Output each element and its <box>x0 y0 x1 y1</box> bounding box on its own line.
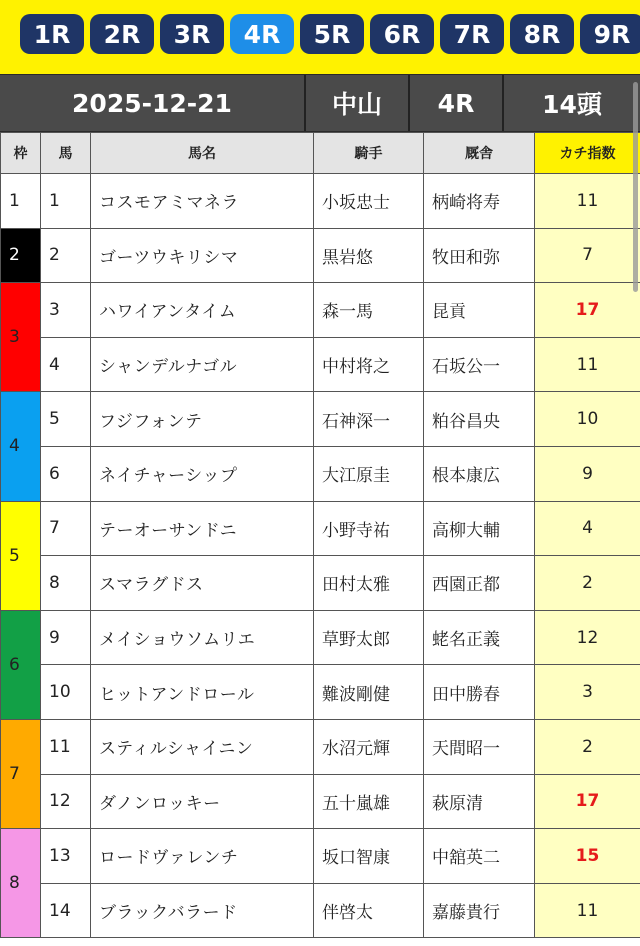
header-waku: 枠 <box>1 133 41 174</box>
horse-name-cell: ダノンロッキー <box>91 774 314 829</box>
horse-number-cell: 7 <box>41 501 91 556</box>
race-tab-8[interactable]: 8R <box>510 14 574 54</box>
race-tab-4[interactable]: 4R <box>230 14 294 54</box>
trainer-cell: 牧田和弥 <box>424 228 535 283</box>
race-tab-1[interactable]: 1R <box>20 14 84 54</box>
trainer-cell: 粕谷昌央 <box>424 392 535 447</box>
horse-name-cell: ヒットアンドロール <box>91 665 314 720</box>
trainer-cell: 根本康広 <box>424 446 535 501</box>
kachi-index-cell: 2 <box>535 556 640 611</box>
horse-number-cell: 13 <box>41 829 91 884</box>
table-row <box>1 392 640 447</box>
table-row <box>1 337 640 392</box>
trainer-cell: 西園正都 <box>424 556 535 611</box>
trainer-cell: 嘉藤貴行 <box>424 883 535 938</box>
jockey-cell: 森一馬 <box>314 283 424 338</box>
jockey-cell: 坂口智康 <box>314 829 424 884</box>
table-row <box>1 665 640 720</box>
frame-number-cell: 2 <box>1 228 41 283</box>
table-header-row <box>1 133 640 174</box>
table-row <box>1 719 640 774</box>
jockey-cell: 水沼元輝 <box>314 719 424 774</box>
race-tab-5[interactable]: 5R <box>300 14 364 54</box>
table-row <box>1 883 640 938</box>
table-row <box>1 829 640 884</box>
horse-number-cell: 1 <box>41 174 91 229</box>
kachi-index-cell: 11 <box>535 174 640 229</box>
header-horse: 馬名 <box>91 133 314 174</box>
horse-name-cell: ハワイアンタイム <box>91 283 314 338</box>
race-field-size: 14頭 <box>542 90 602 119</box>
entries-table <box>0 132 640 938</box>
table-row <box>1 501 640 556</box>
table-row <box>1 283 640 338</box>
horse-number-cell: 6 <box>41 446 91 501</box>
horse-number-cell: 3 <box>41 283 91 338</box>
kachi-index-cell: 4 <box>535 501 640 556</box>
horse-name-cell: フジフォンテ <box>91 392 314 447</box>
horse-number-cell: 10 <box>41 665 91 720</box>
header-score: カチ指数 <box>535 133 640 174</box>
horse-name-cell: コスモアミマネラ <box>91 174 314 229</box>
frame-number-cell: 5 <box>1 501 41 610</box>
race-tab-bar <box>0 0 640 74</box>
race-tab-3[interactable]: 3R <box>160 14 224 54</box>
horse-name-cell: ネイチャーシップ <box>91 446 314 501</box>
jockey-cell: 黒岩悠 <box>314 228 424 283</box>
kachi-index-cell: 15 <box>535 829 640 884</box>
horse-number-cell: 14 <box>41 883 91 938</box>
horse-number-cell: 11 <box>41 719 91 774</box>
kachi-index-cell: 17 <box>535 283 640 338</box>
trainer-cell: 昆貢 <box>424 283 535 338</box>
trainer-cell: 柄崎将寿 <box>424 174 535 229</box>
horse-number-cell: 8 <box>41 556 91 611</box>
trainer-cell: 中舘英二 <box>424 829 535 884</box>
kachi-index-cell: 10 <box>535 392 640 447</box>
horse-number-cell: 2 <box>41 228 91 283</box>
horse-name-cell: シャンデルナゴル <box>91 337 314 392</box>
horse-number-cell: 12 <box>41 774 91 829</box>
horse-number-cell: 4 <box>41 337 91 392</box>
kachi-index-cell: 11 <box>535 883 640 938</box>
race-tab-7[interactable]: 7R <box>440 14 504 54</box>
table-row <box>1 174 640 229</box>
jockey-cell: 草野太郎 <box>314 610 424 665</box>
frame-number-cell: 7 <box>1 719 41 828</box>
header-umaban: 馬 <box>41 133 91 174</box>
horse-name-cell: スマラグドス <box>91 556 314 611</box>
frame-number-cell: 3 <box>1 283 41 392</box>
kachi-index-cell: 7 <box>535 228 640 283</box>
frame-number-cell: 1 <box>1 174 41 229</box>
race-tab-2[interactable]: 2R <box>90 14 154 54</box>
horse-name-cell: ゴーツウキリシマ <box>91 228 314 283</box>
table-row <box>1 610 640 665</box>
horse-number-cell: 9 <box>41 610 91 665</box>
table-row <box>1 556 640 611</box>
horse-name-cell: ブラックバラード <box>91 883 314 938</box>
header-trainer: 厩舎 <box>424 133 535 174</box>
trainer-cell: 石坂公一 <box>424 337 535 392</box>
trainer-cell: 萩原清 <box>424 774 535 829</box>
table-row <box>1 228 640 283</box>
header-jockey: 騎手 <box>314 133 424 174</box>
jockey-cell: 難波剛健 <box>314 665 424 720</box>
frame-number-cell: 8 <box>1 829 41 938</box>
frame-number-cell: 6 <box>1 610 41 719</box>
horse-number-cell: 5 <box>41 392 91 447</box>
jockey-cell: 石神深一 <box>314 392 424 447</box>
kachi-index-cell: 2 <box>535 719 640 774</box>
page-scrollbar[interactable] <box>633 82 638 292</box>
horse-name-cell: スティルシャイニン <box>91 719 314 774</box>
jockey-cell: 五十嵐雄 <box>314 774 424 829</box>
trainer-cell: 天間昭一 <box>424 719 535 774</box>
jockey-cell: 伴啓太 <box>314 883 424 938</box>
table-row <box>1 774 640 829</box>
horse-name-cell: テーオーサンドニ <box>91 501 314 556</box>
race-tab-9[interactable]: 9R <box>580 14 640 54</box>
jockey-cell: 田村太雅 <box>314 556 424 611</box>
table-row <box>1 446 640 501</box>
table-body <box>1 174 640 938</box>
trainer-cell: 田中勝春 <box>424 665 535 720</box>
jockey-cell: 中村将之 <box>314 337 424 392</box>
frame-number-cell: 4 <box>1 392 41 501</box>
kachi-index-cell: 17 <box>535 774 640 829</box>
race-info-bar <box>0 74 640 132</box>
jockey-cell: 大江原圭 <box>314 446 424 501</box>
jockey-cell: 小野寺祐 <box>314 501 424 556</box>
kachi-index-cell: 11 <box>535 337 640 392</box>
race-number: 4R <box>410 75 504 131</box>
kachi-index-cell: 12 <box>535 610 640 665</box>
kachi-index-cell: 3 <box>535 665 640 720</box>
jockey-cell: 小坂忠士 <box>314 174 424 229</box>
race-tab-6[interactable]: 6R <box>370 14 434 54</box>
trainer-cell: 蛯名正義 <box>424 610 535 665</box>
race-date: 2025-12-21 <box>0 75 306 131</box>
horse-name-cell: ロードヴァレンチ <box>91 829 314 884</box>
kachi-index-cell: 9 <box>535 446 640 501</box>
race-venue: 中山 <box>306 75 410 131</box>
trainer-cell: 高柳大輔 <box>424 501 535 556</box>
horse-name-cell: メイショウソムリエ <box>91 610 314 665</box>
